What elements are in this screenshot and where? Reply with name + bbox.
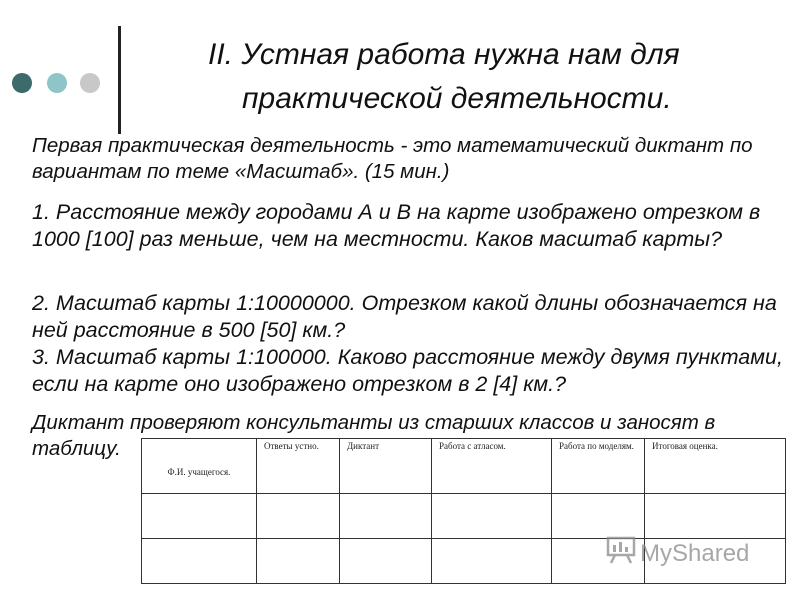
decor-dot-grey bbox=[80, 73, 100, 93]
table-cell bbox=[340, 494, 432, 539]
header-atlas-work: Работа с атласом. bbox=[432, 439, 552, 494]
table-cell bbox=[257, 539, 340, 584]
slide-title-line2: практической деятельности. bbox=[242, 82, 672, 115]
table-cell bbox=[432, 494, 552, 539]
closing-paragraph: Диктант проверяют консультанты из старших классов и заносят в таблицу. bbox=[32, 411, 716, 460]
table-header-row bbox=[142, 439, 786, 494]
presentation-board-icon bbox=[606, 536, 636, 571]
header-model-work: Работа по моделям. bbox=[552, 439, 645, 494]
table-cell bbox=[257, 494, 340, 539]
table-cell bbox=[340, 539, 432, 584]
watermark-text: MyShared bbox=[640, 539, 750, 567]
decor-dot-light bbox=[47, 73, 67, 93]
intro-paragraph: Первая практическая деятельность - это математический диктант по вариантам по теме «Масштаб». (15 мин.) bbox=[32, 134, 753, 183]
header-dictation: Диктант bbox=[340, 439, 432, 494]
dictation-item-3: 3. Масштаб карты 1:100000. Каково расстояние между двумя пунктами, если на карте оно изображено отрезком в 2 [4] км.? bbox=[32, 345, 783, 396]
table-row bbox=[142, 494, 786, 539]
table-cell bbox=[552, 494, 645, 539]
table-cell bbox=[645, 494, 786, 539]
table-cell bbox=[142, 494, 257, 539]
header-oral-answers: Ответы устно. bbox=[257, 439, 340, 494]
header-final-grade: Итоговая оценка. bbox=[645, 439, 786, 494]
dictation-item-2: 2. Масштаб карты 1:10000000. Отрезком какой длины обозначается на ней расстояние в 500 [50] км.? bbox=[32, 291, 777, 342]
decor-dot-dark bbox=[12, 73, 32, 93]
watermark bbox=[606, 536, 749, 571]
decor-vertical-line bbox=[118, 26, 121, 134]
table-cell bbox=[432, 539, 552, 584]
header-student-name: Ф.И. учащегося. bbox=[142, 439, 257, 494]
table-cell bbox=[142, 539, 257, 584]
slide-title-line1: II. Устная работа нужна нам для bbox=[208, 38, 680, 71]
dictation-item-1: 1. Расстояние между городами А и В на карте изображено отрезком в 1000 [100] раз меньше, чем на местности. Каков масштаб карты? bbox=[32, 200, 761, 251]
